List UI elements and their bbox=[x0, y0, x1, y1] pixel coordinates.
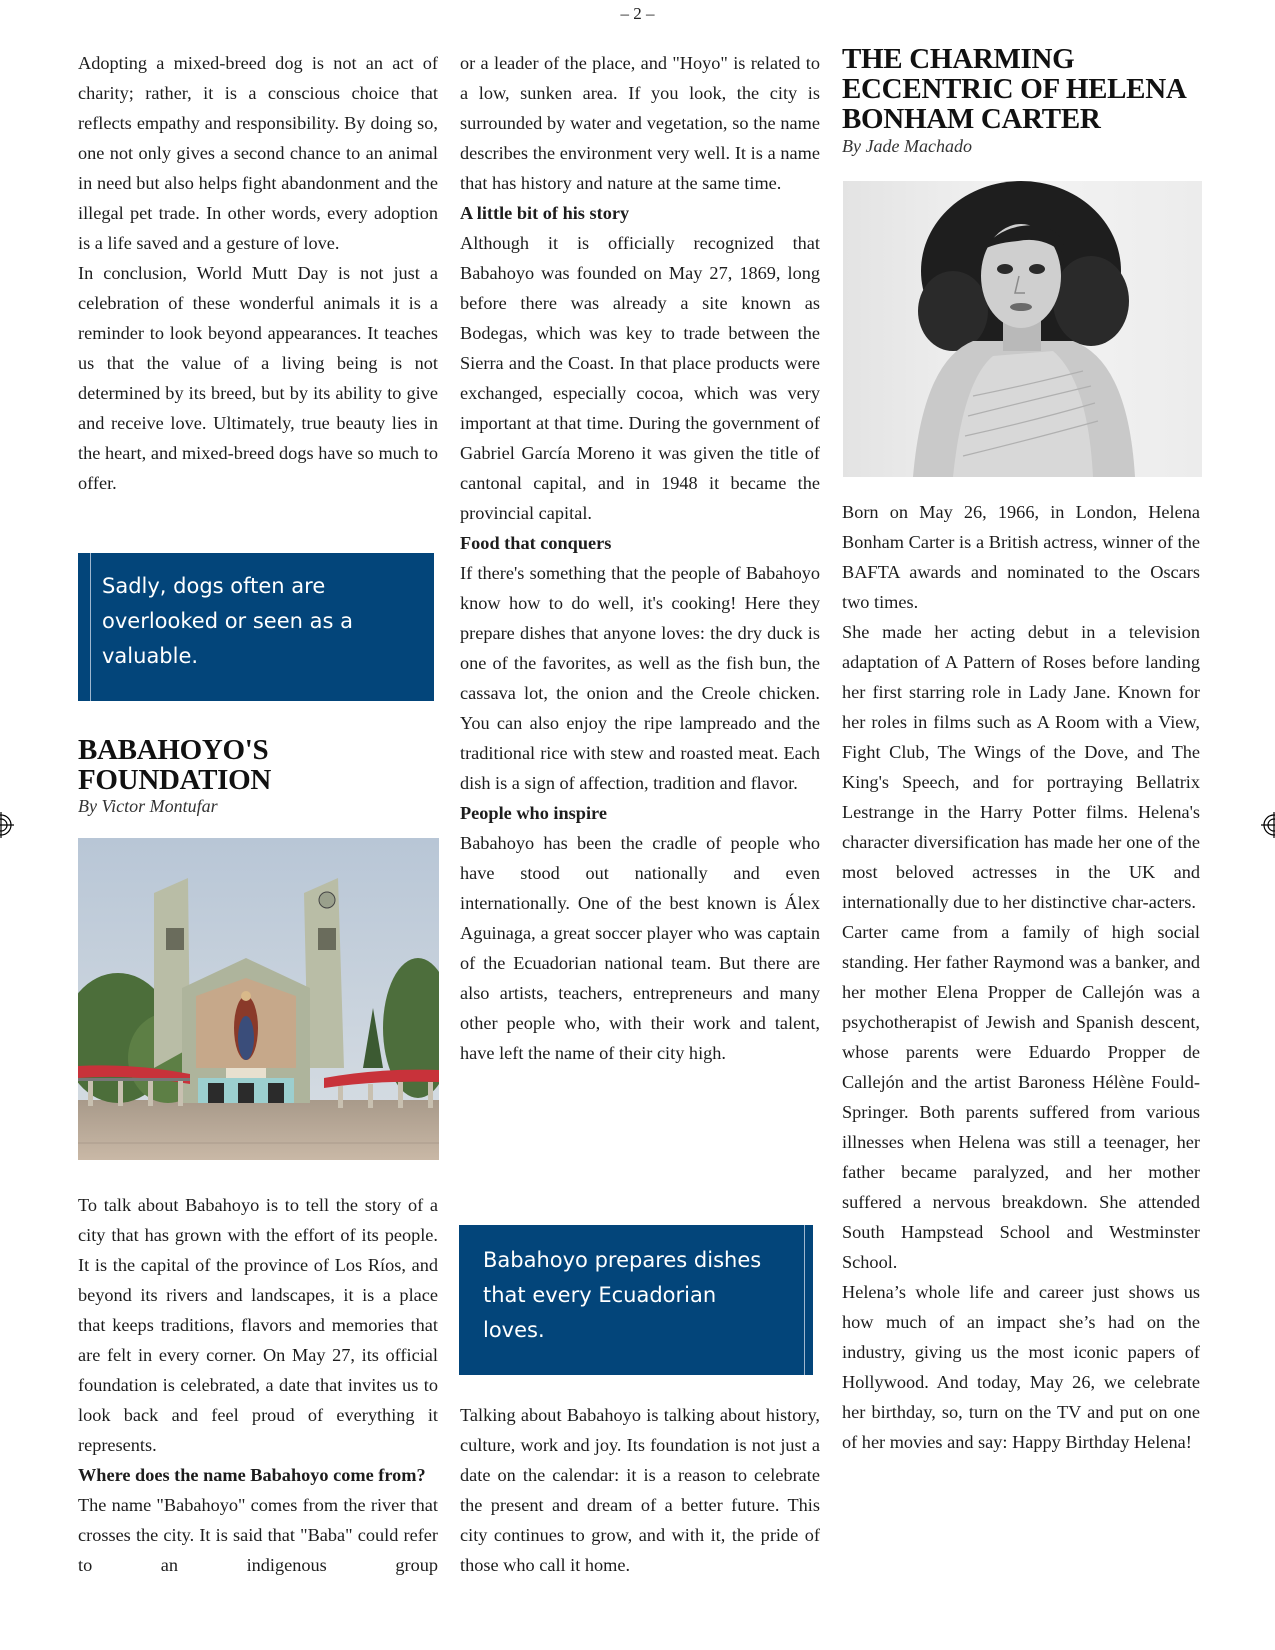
subheading-name-origin: Where does the name Babahoyo come from? bbox=[78, 1465, 426, 1485]
paragraph-intro: To talk about Babahoyo is to tell the story of a city that has grown with the effort of its people. It is the capital of the province of Los Ríos, and beyond its rivers and landscapes, it is a place that keeps traditions, flavors and memories that are felt in every corner. On May 27, its official foundation is celebrated, a date that invites us to look back and feel proud of everything it represents. bbox=[78, 1195, 438, 1455]
subheading-story: A little bit of his story bbox=[460, 203, 630, 223]
paragraph-birth: Born on May 26, 1966, in London, Helena Bonham Carter is a British actress, winner of the BAFTA awards and nominated to the Oscars two times. bbox=[842, 502, 1200, 612]
paragraph-food: If there's something that the people of Babahoyo know how to do well, it's cooking! Here they prepare dishes that anyone loves: the dry duck is one of the favorites, as well as the fish bun, the cassava lot, the onion and the Creole chicken. You can also enjoy the ripe lampreado and the traditional rice with stew and roasted meat. Each dish is a sign of affection, tradition and flavor. bbox=[460, 563, 820, 793]
paragraph-name-origin-cont: or a leader of the place, and "Hoyo" is related to a low, sunken area. If you look, the city is surrounded by water and vegetation, so the name describes the environment very well. It is a name that has history and nature at the same time. bbox=[460, 53, 820, 193]
pull-quote-dogs bbox=[78, 553, 434, 701]
byline: By Jade Machado bbox=[842, 136, 972, 156]
paragraph-people: Babahoyo has been the cradle of people who have stood out nationally and even internationally. One of the best known is Álex Aguinaga, a great soccer player who was captain of the Ecuadorian national team. But there are also artists, teachers, entrepreneurs and many other people who, with their work and talent, have left the name of their city high. bbox=[460, 833, 820, 1063]
babahoyo-header bbox=[78, 735, 438, 818]
registration-mark-icon bbox=[0, 812, 14, 838]
babahoyo-cathedral-photo bbox=[78, 838, 439, 1160]
cathedral-image bbox=[78, 838, 439, 1160]
subheading-food: Food that conquers bbox=[460, 533, 612, 553]
paragraph-story: Although it is officially recognized that Babahoyo was founded on May 27, 1869, long before there was already a site known as Bodegas, which was key to trade between the Sierra and the Coast. In that place products were exchanged, especially cocoa, which was very important at that time. During the government of Gabriel García Moreno it was given the title of cantonal capital, and in 1948 it became the provincial capital. bbox=[460, 233, 820, 523]
paragraph-closing: Talking about Babahoyo is talking about history, culture, work and joy. Its foundation is not just a date on the calendar: it is a reason to celebrate the present and dream of a better future. This city continues to grow, and with it, the pride of those who call it home. bbox=[460, 1405, 820, 1575]
paragraph-name-origin: The name "Babahoyo" comes from the river that crosses the city. It is said that "Baba" could refer to an indigenous group bbox=[78, 1495, 438, 1575]
article-title: THE CHARMING ECCENTRIC OF HELENA BONHAM CARTER bbox=[842, 43, 1187, 135]
subheading-people: People who inspire bbox=[460, 803, 607, 823]
paragraph-conclusion: In conclusion, World Mutt Day is not just a celebration of these wonderful animals it is a reminder to look beyond appearances. It teaches us that the value of a living being is not determined by its breed, but by its ability to give and receive love. Ultimately, true beauty lies in the heart, and mixed-breed dogs have so much to offer. bbox=[78, 263, 438, 493]
helena-header bbox=[842, 44, 1222, 158]
paragraph-birthday: Helena’s whole life and career just shows us how much of an impact she’s had on the industry, giving us the most iconic papers of Hollywood. And today, May 26, we celebrate her birthday, so, turn on the TV and put on one of her movies and say: Happy Birthday Helena! bbox=[842, 1282, 1200, 1452]
paragraph-family: Carter came from a family of high social standing. Her father Raymond was a banker, and her mother Elena Propper de Callejón was a psychotherapist of Jewish and Spanish descent, whose parents were Eduardo Propper de Callejón and the artist Baroness Hélène Fould-Springer. Both parents suffered from various illnesses when Helena was still a teenager, her father became paralyzed, and her mother suffered a nervous breakdown. She attended South Hampstead School and Westminster School. bbox=[842, 922, 1200, 1272]
column-1 bbox=[78, 48, 438, 498]
quote-rule bbox=[804, 1225, 805, 1375]
babahoyo-closing bbox=[460, 1400, 820, 1580]
helena-portrait-photo bbox=[843, 181, 1202, 477]
article-title: BABAHOYO'S FOUNDATION bbox=[78, 734, 272, 796]
portrait-image bbox=[843, 181, 1202, 477]
babahoyo-col1-text bbox=[78, 1190, 438, 1580]
page-number: – 2 – bbox=[620, 4, 655, 23]
pull-quote-text: Babahoyo prepares dishes that every Ecuadorian loves. bbox=[483, 1248, 762, 1342]
registration-mark-icon bbox=[1261, 812, 1275, 838]
pull-quote-text: Sadly, dogs often are overlooked or seen as a valuable. bbox=[102, 574, 353, 668]
helena-text bbox=[842, 497, 1200, 1457]
column-2 bbox=[460, 48, 820, 1068]
paragraph-career: She made her acting debut in a television adaptation of A Pattern of Roses before landing her first starring role in Lady Jane. Known for her roles in films such as A Room with a View, Fight Club, The Wings of the Dove, and The King's Speech, and for portraying Bellatrix Lestrange in the Harry Potter films. Helena's character diversification has made her one of the most beloved actresses in the UK and internationally due to her distinctive char-acters. bbox=[842, 622, 1200, 912]
paragraph-adoption: Adopting a mixed-breed dog is not an act of charity; rather, it is a conscious choice that reflects empathy and responsibility. By doing so, one not only gives a second chance to an animal in need but also helps fight abandonment and the illegal pet trade. In other words, every adoption is a life saved and a gesture of love. bbox=[78, 53, 438, 253]
quote-rule bbox=[90, 553, 91, 701]
byline: By Victor Montufar bbox=[78, 796, 218, 816]
pull-quote-dishes bbox=[459, 1225, 813, 1375]
